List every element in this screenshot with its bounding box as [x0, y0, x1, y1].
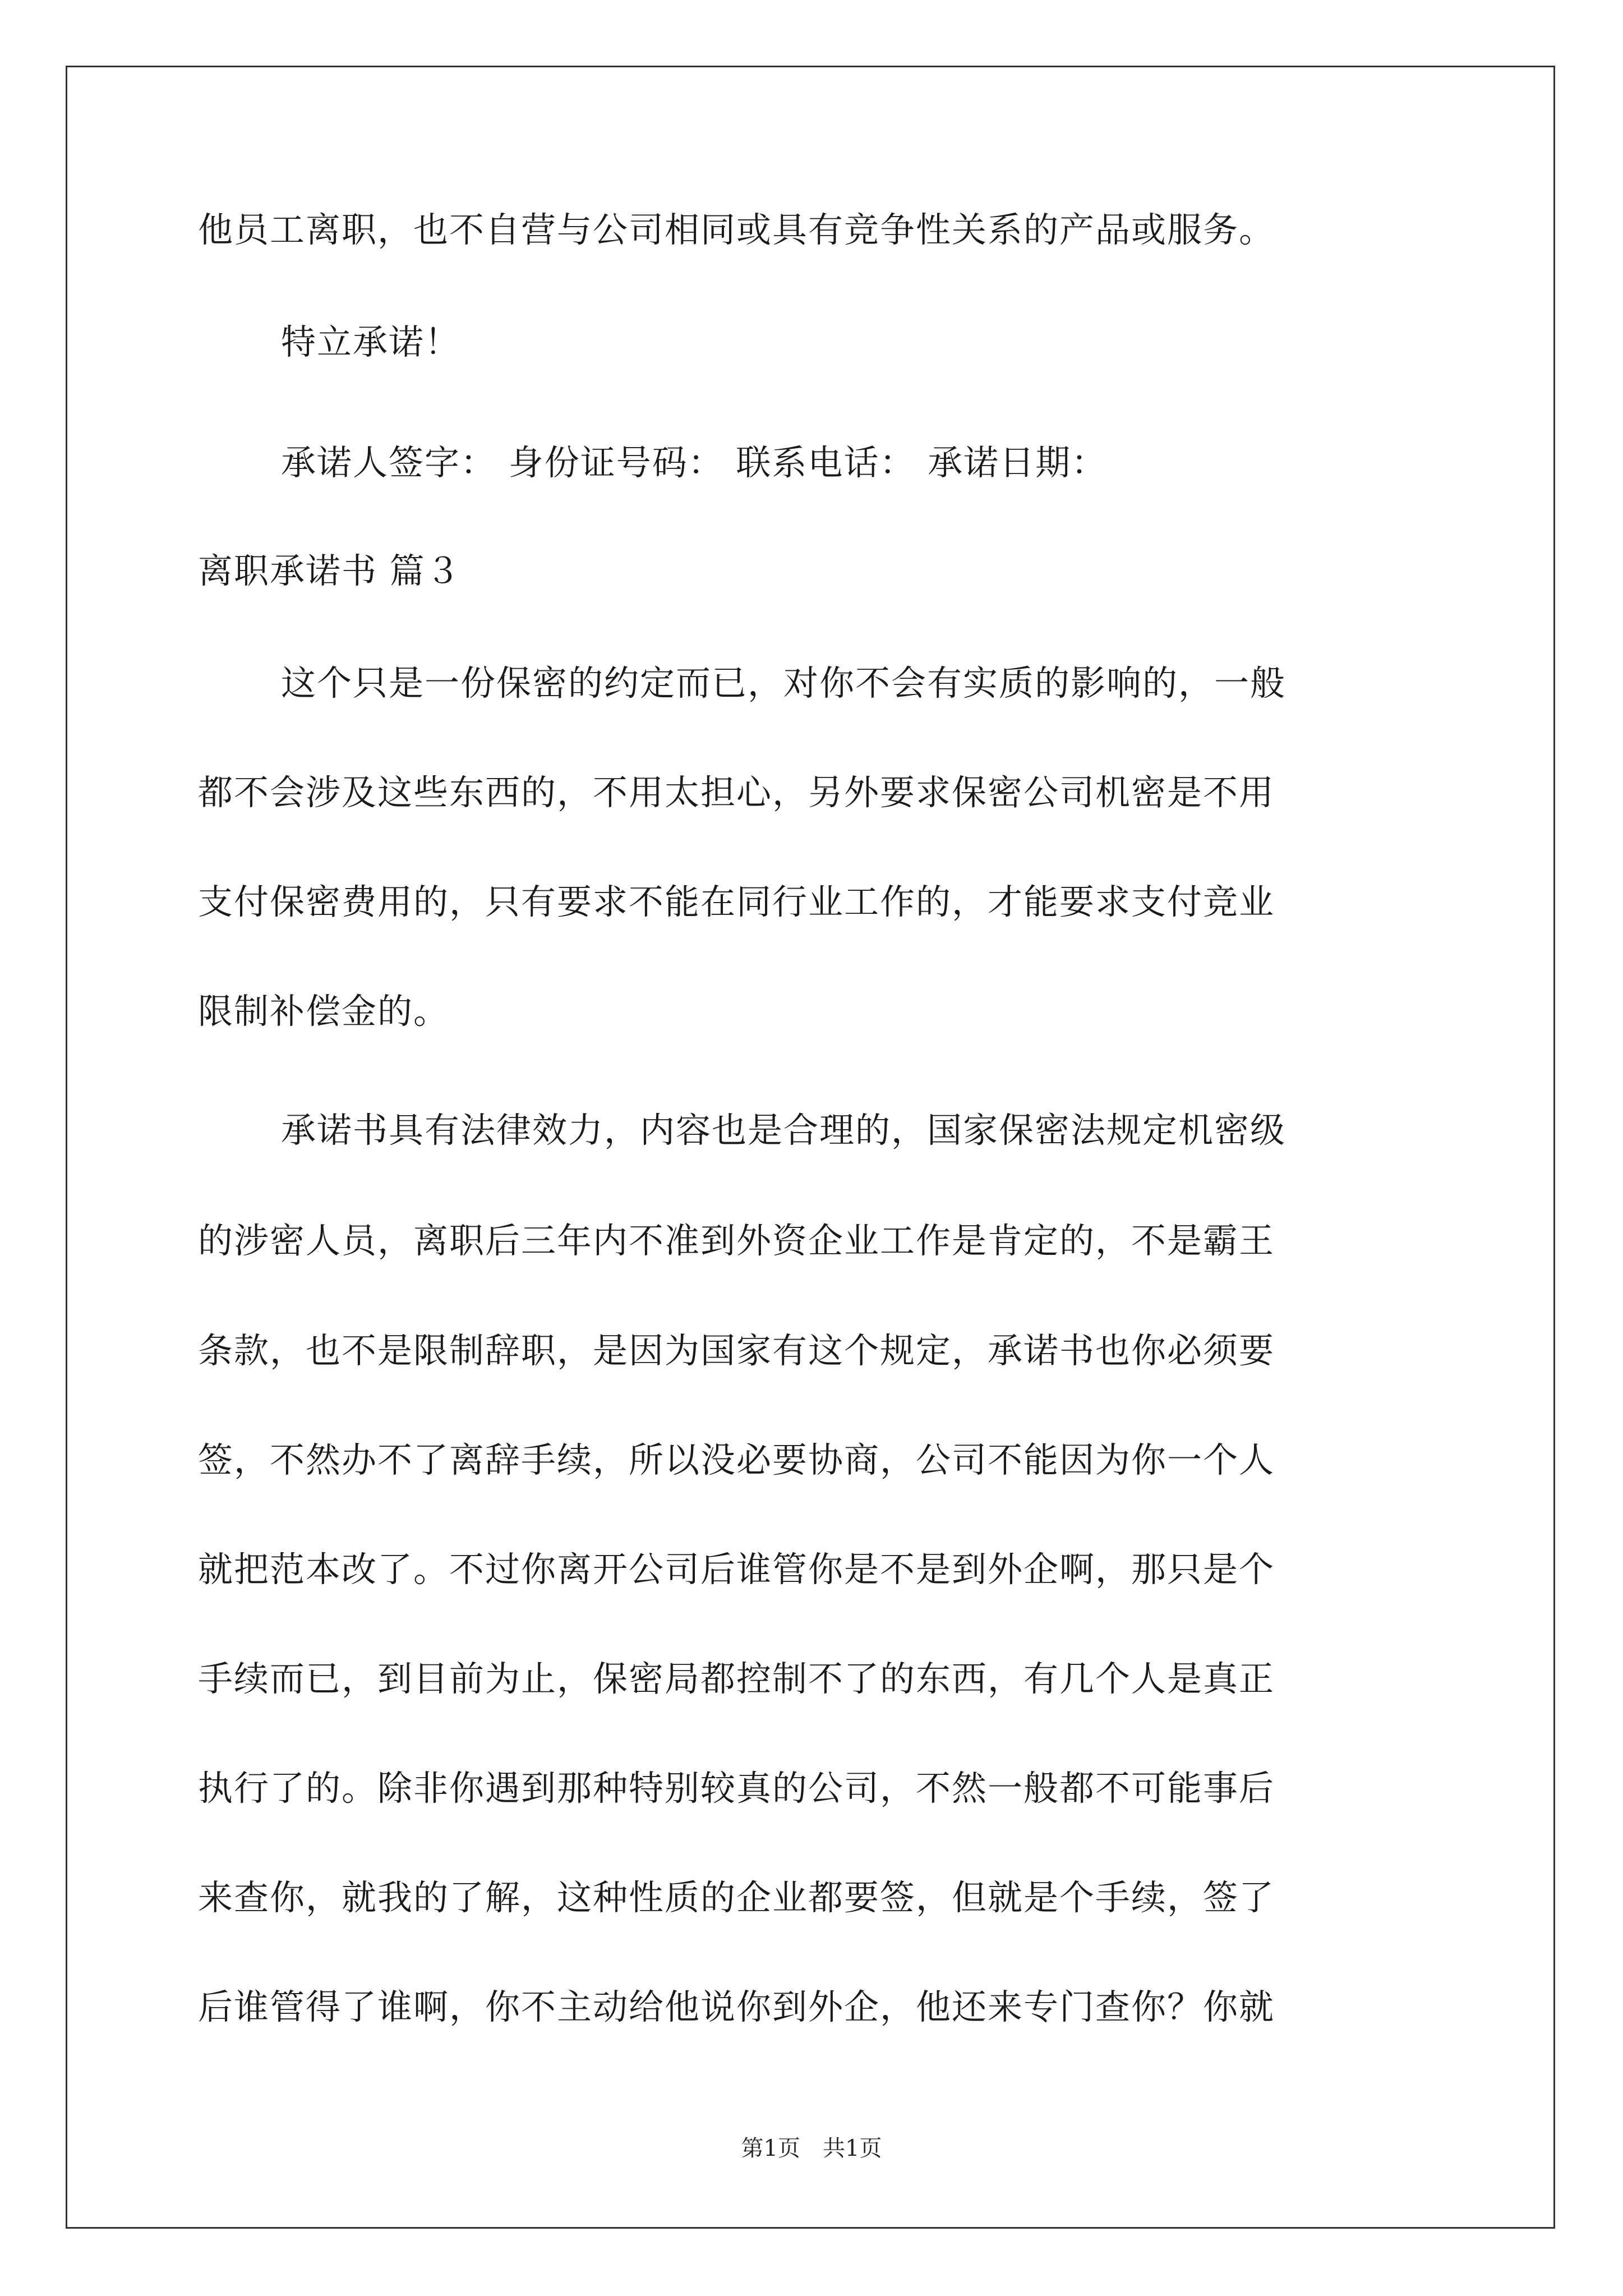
- paragraph-line: 限制补偿金的。: [198, 991, 450, 1032]
- paragraph-line: 执行了的。除非你遇到那种特别较真的公司，不然一般都不可能事后: [198, 1768, 1275, 1809]
- page-number: 第1页: [741, 2136, 800, 2161]
- paragraph-line: 他员工离职，也不自营与公司相同或具有竞争性关系的产品或服务。: [198, 209, 1275, 250]
- paragraph-line: 条款，也不是限制辞职，是因为国家有这个规定，承诺书也你必须要: [198, 1330, 1275, 1371]
- paragraph-line: 承诺书具有法律效力，内容也是合理的，国家保密法规定机密级: [281, 1110, 1287, 1151]
- page-footer: [0, 2134, 1623, 2162]
- paragraph-line: 的涉密人员，离职后三年内不准到外资企业工作是肯定的，不是霸王: [198, 1220, 1275, 1261]
- paragraph-line: 就把范本改了。不过你离开公司后谁管你是不是到外企啊，那只是个: [198, 1549, 1275, 1590]
- section-heading: 离职承诺书 篇３: [198, 550, 462, 591]
- signature-fields-line: 承诺人签字： 身份证号码： 联系电话： 承诺日期：: [281, 442, 1108, 483]
- paragraph-line: 来查你，就我的了解，这种性质的企业都要签，但就是个手续，签了: [198, 1877, 1275, 1918]
- paragraph-line: 签，不然办不了离辞手续，所以没必要协商，公司不能因为你一个人: [198, 1439, 1275, 1480]
- paragraph-line: 手续而已，到目前为止，保密局都控制不了的东西，有几个人是真正: [198, 1658, 1275, 1699]
- paragraph-line: 都不会涉及这些东西的，不用太担心，另外要求保密公司机密是不用: [198, 772, 1275, 813]
- page-total: 共1页: [823, 2136, 882, 2161]
- paragraph-line: 后谁管得了谁啊，你不主动给他说你到外企，他还来专门查你？你就: [198, 1986, 1275, 2027]
- paragraph-line: 这个只是一份保密的约定而已，对你不会有实质的影响的，一般: [281, 662, 1287, 703]
- paragraph-line: 特立承诺！: [281, 321, 461, 362]
- paragraph-line: 支付保密费用的，只有要求不能在同行业工作的，才能要求支付竞业: [198, 881, 1275, 922]
